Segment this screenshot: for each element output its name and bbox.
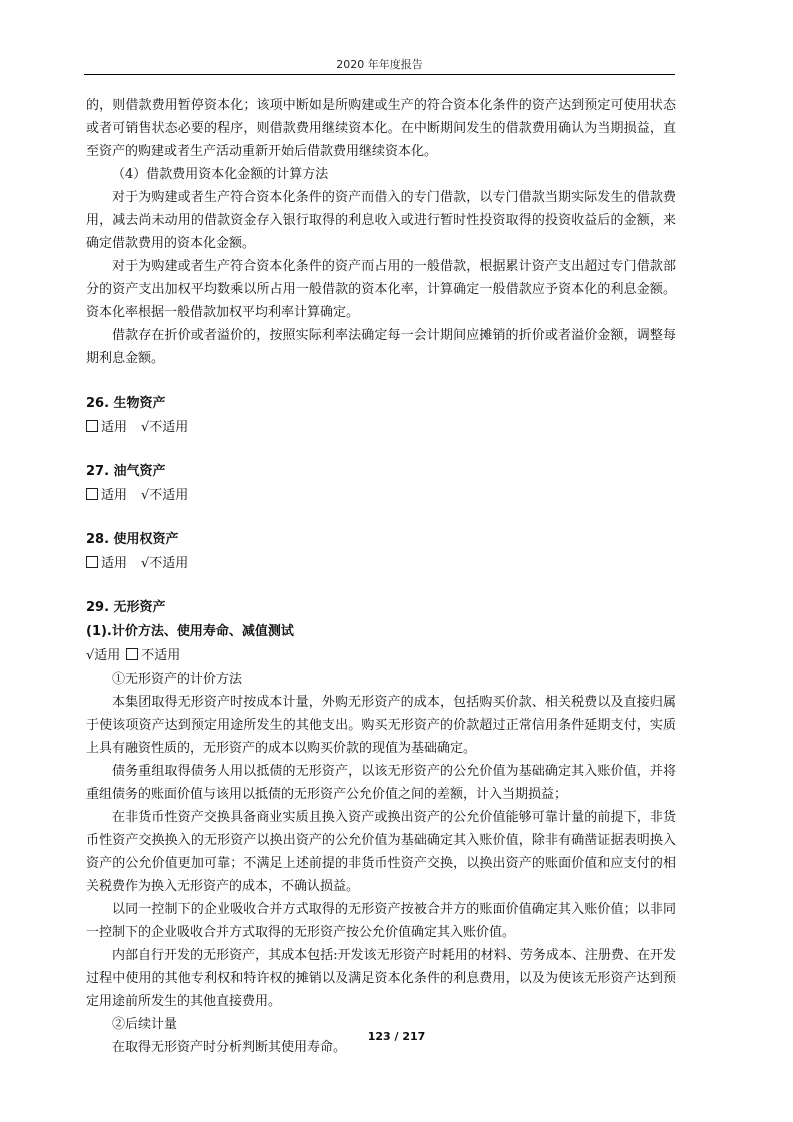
paragraph: 以同一控制下的企业吸收合并方式取得的无形资产按被合并方的账面价值确定其入账价值；以非同一控制下的企业吸收合并方式取得的无形资产按公允价值确定其入账价值。 bbox=[86, 902, 676, 940]
applicability-27 bbox=[86, 484, 676, 508]
applicability-28 bbox=[86, 552, 676, 576]
option-applicable: 适用 bbox=[101, 556, 128, 571]
header-rule bbox=[84, 74, 675, 75]
section-title-29: 29. 无形资产 bbox=[86, 600, 166, 615]
option-applicable: 适用 bbox=[101, 488, 128, 503]
paragraph: 的，则借款费用暂停资本化；该项中断如是所购建或生产的符合资本化条件的资产达到预定可使用状态或者可销售状态必要的程序，则借款费用继续资本化。在中断期间发生的借款费用确认为当期损益，直至资产的购建或者生产活动重新开始后借款费用继续资本化。 bbox=[86, 98, 676, 159]
section-title-27: 27. 油气资产 bbox=[86, 464, 166, 479]
section-subtitle-29: (1).计价方法、使用寿命、减值测试 bbox=[86, 624, 294, 639]
option-not-applicable: √不适用 bbox=[141, 488, 189, 503]
option-applicable: 适用 bbox=[101, 420, 128, 435]
option-not-applicable: 不适用 bbox=[141, 648, 181, 663]
page-number: 123 / 217 bbox=[367, 1030, 426, 1043]
paragraph: 债务重组取得债务人用以抵债的无形资产，以该无形资产的公允价值为基础确定其入账价值，并将重组债务的账面价值与该用以抵债的无形资产公允价值之间的差额，计入当期损益； bbox=[86, 764, 676, 802]
option-not-applicable: √不适用 bbox=[141, 420, 189, 435]
option-not-applicable: √不适用 bbox=[141, 556, 189, 571]
checkbox-empty-icon bbox=[86, 556, 98, 568]
paragraph: 对于为购建或者生产符合资本化条件的资产而借入的专门借款，以专门借款当期实际发生的借款费用，减去尚未动用的借款资金存入银行取得的利息收入或进行暂时性投资取得的投资收益后的金额，来确定借款费用的资本化金额。 bbox=[86, 190, 676, 251]
applicability-26 bbox=[86, 416, 676, 440]
page-content bbox=[86, 94, 676, 1059]
section-title-28: 28. 使用权资产 bbox=[86, 532, 179, 547]
subheading: （4）借款费用资本化金额的计算方法 bbox=[112, 167, 329, 182]
checkbox-empty-icon bbox=[86, 488, 98, 500]
subheading: ①无形资产的计价方法 bbox=[112, 672, 243, 687]
section-title-26: 26. 生物资产 bbox=[86, 396, 166, 411]
paragraph: 在取得无形资产时分析判断其使用寿命。 bbox=[112, 1040, 347, 1055]
paragraph: 内部自行开发的无形资产，其成本包括:开发该无形资产时耗用的材料、劳务成本、注册费、在开发过程中使用的其他专利权和特许权的摊销以及满足资本化条件的利息费用，以及为使该无形资产达到预定用途前所发生的其他直接费用。 bbox=[86, 948, 676, 1009]
option-applicable: √适用 bbox=[86, 648, 121, 663]
page-header: 2020 年年度报告 bbox=[336, 58, 423, 71]
paragraph: 对于为购建或者生产符合资本化条件的资产而占用的一般借款，根据累计资产支出超过专门借款部分的资产支出加权平均数乘以所占用一般借款的资本化率，计算确定一般借款应予资本化的利息金额。资本化率根据一般借款加权平均利率计算确定。 bbox=[86, 259, 676, 320]
applicability-29 bbox=[86, 644, 676, 668]
checkbox-empty-icon bbox=[86, 420, 98, 432]
checkbox-empty-icon bbox=[126, 648, 138, 660]
subheading: ②后续计量 bbox=[112, 1017, 178, 1032]
paragraph: 在非货币性资产交换具备商业实质且换入资产或换出资产的公允价值能够可靠计量的前提下，非货币性资产交换换入的无形资产以换出资产的公允价值为基础确定其入账价值，除非有确凿证据表明换入资产的公允价值更加可靠；不满足上述前提的非货币性资产交换，以换出资产的账面价值和应支付的相关税费作为换入无形资产的成本，不确认损益。 bbox=[86, 810, 676, 894]
paragraph: 借款存在折价或者溢价的，按照实际利率法确定每一会计期间应摊销的折价或者溢价金额，调整每期利息金额。 bbox=[86, 328, 676, 366]
paragraph: 本集团取得无形资产时按成本计量，外购无形资产的成本，包括购买价款、相关税费以及直接归属于使该项资产达到预定用途所发生的其他支出。购买无形资产的价款超过正常信用条件延期支付，实质上具有融资性质的，无形资产的成本以购买价款的现值为基础确定。 bbox=[86, 695, 676, 756]
